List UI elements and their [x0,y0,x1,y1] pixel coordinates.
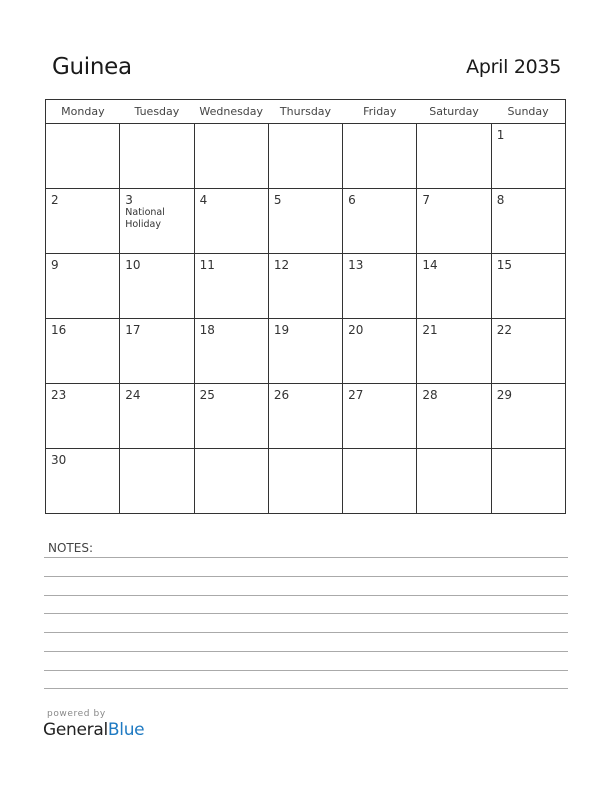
day-cell[interactable] [417,189,491,254]
month-year-title: April 2035 [466,56,561,78]
day-cell[interactable] [417,449,491,514]
note-line [44,688,568,689]
day-cell[interactable] [194,124,268,189]
day-number: 13 [348,258,364,272]
day-number: 4 [199,193,208,207]
day-cell[interactable] [417,384,491,449]
day-number: 14 [422,258,438,272]
day-cell[interactable] [194,189,268,254]
day-cell[interactable] [120,449,194,514]
brand-name-part1: General [43,720,108,740]
day-number: 23 [51,388,67,402]
calendar-grid [45,99,566,514]
day-cell[interactable] [491,189,565,254]
day-number: 3 [125,193,133,207]
day-number: 6 [348,193,356,207]
day-number: 18 [199,323,215,337]
day-cell[interactable] [343,319,417,384]
day-cell[interactable] [120,189,194,254]
day-number: 30 [51,453,67,467]
day-number: 8 [496,193,505,207]
day-number: 25 [199,388,215,402]
day-number: 12 [273,258,290,272]
day-cell[interactable] [343,384,417,449]
day-number: 15 [496,258,512,272]
notes-label: NOTES: [48,541,93,555]
week-row [46,449,566,514]
day-cell[interactable] [268,449,342,514]
note-line [44,632,568,633]
day-cell[interactable] [194,254,268,319]
day-cell[interactable] [120,384,194,449]
day-cell[interactable] [194,449,268,514]
day-cell[interactable] [343,189,417,254]
day-cell[interactable] [268,384,342,449]
day-cell[interactable] [343,254,417,319]
day-cell[interactable] [491,449,565,514]
day-cell[interactable] [491,384,565,449]
day-cell[interactable] [46,319,120,384]
day-number: 29 [496,388,512,402]
note-line [44,613,568,614]
day-number: 5 [273,193,282,207]
day-cell[interactable] [120,124,194,189]
note-line [44,651,568,652]
week-row [46,124,566,189]
note-line [44,557,568,558]
day-cell[interactable] [46,189,120,254]
day-number: 22 [496,323,512,337]
day-cell[interactable] [46,124,120,189]
weekday-header: Thursday [268,100,342,124]
day-number: 17 [125,323,141,337]
day-cell[interactable] [417,254,491,319]
day-cell[interactable] [491,254,565,319]
week-row [46,189,566,254]
week-row [46,254,566,319]
brand-logo[interactable] [43,720,144,740]
weekday-header: Saturday [417,100,491,124]
day-number: 26 [273,388,290,402]
day-cell[interactable] [491,319,565,384]
brand-name-part2: Blue [107,720,145,740]
day-cell[interactable] [268,254,342,319]
day-cell[interactable] [343,124,417,189]
day-cell[interactable] [343,449,417,514]
day-cell[interactable] [417,124,491,189]
day-cell[interactable] [46,254,120,319]
week-row [46,384,566,449]
note-line [44,595,568,596]
day-number: 19 [273,323,290,337]
day-cell[interactable] [268,124,342,189]
day-cell[interactable] [194,319,268,384]
weekday-header: Sunday [491,100,565,124]
day-cell[interactable] [268,189,342,254]
day-number: 28 [422,388,438,402]
day-number: 1 [496,128,505,142]
day-number: 7 [422,193,431,207]
day-number: 27 [348,388,364,402]
note-line [44,576,568,577]
week-row [46,319,566,384]
day-cell[interactable] [417,319,491,384]
weekday-header: Tuesday [120,100,194,124]
day-number: 11 [199,258,215,272]
weekday-header: Monday [46,100,120,124]
weekday-header: Wednesday [194,100,268,124]
holiday-label: National Holiday [125,207,165,230]
day-cell[interactable] [46,384,120,449]
day-number: 10 [125,258,141,272]
powered-by-text: powered by [47,709,106,719]
country-title: Guinea [52,54,132,80]
day-cell[interactable] [46,449,120,514]
day-number: 2 [51,193,59,207]
day-number: 24 [125,388,141,402]
weekday-header: Friday [343,100,417,124]
day-number: 20 [348,323,364,337]
day-cell[interactable] [194,384,268,449]
day-cell[interactable] [491,124,565,189]
day-number: 16 [51,323,67,337]
day-number: 9 [51,258,59,272]
day-cell[interactable] [120,254,194,319]
weekday-header-row [46,100,566,124]
day-number: 21 [422,323,438,337]
day-cell[interactable] [268,319,342,384]
day-cell[interactable] [120,319,194,384]
note-line [44,670,568,671]
